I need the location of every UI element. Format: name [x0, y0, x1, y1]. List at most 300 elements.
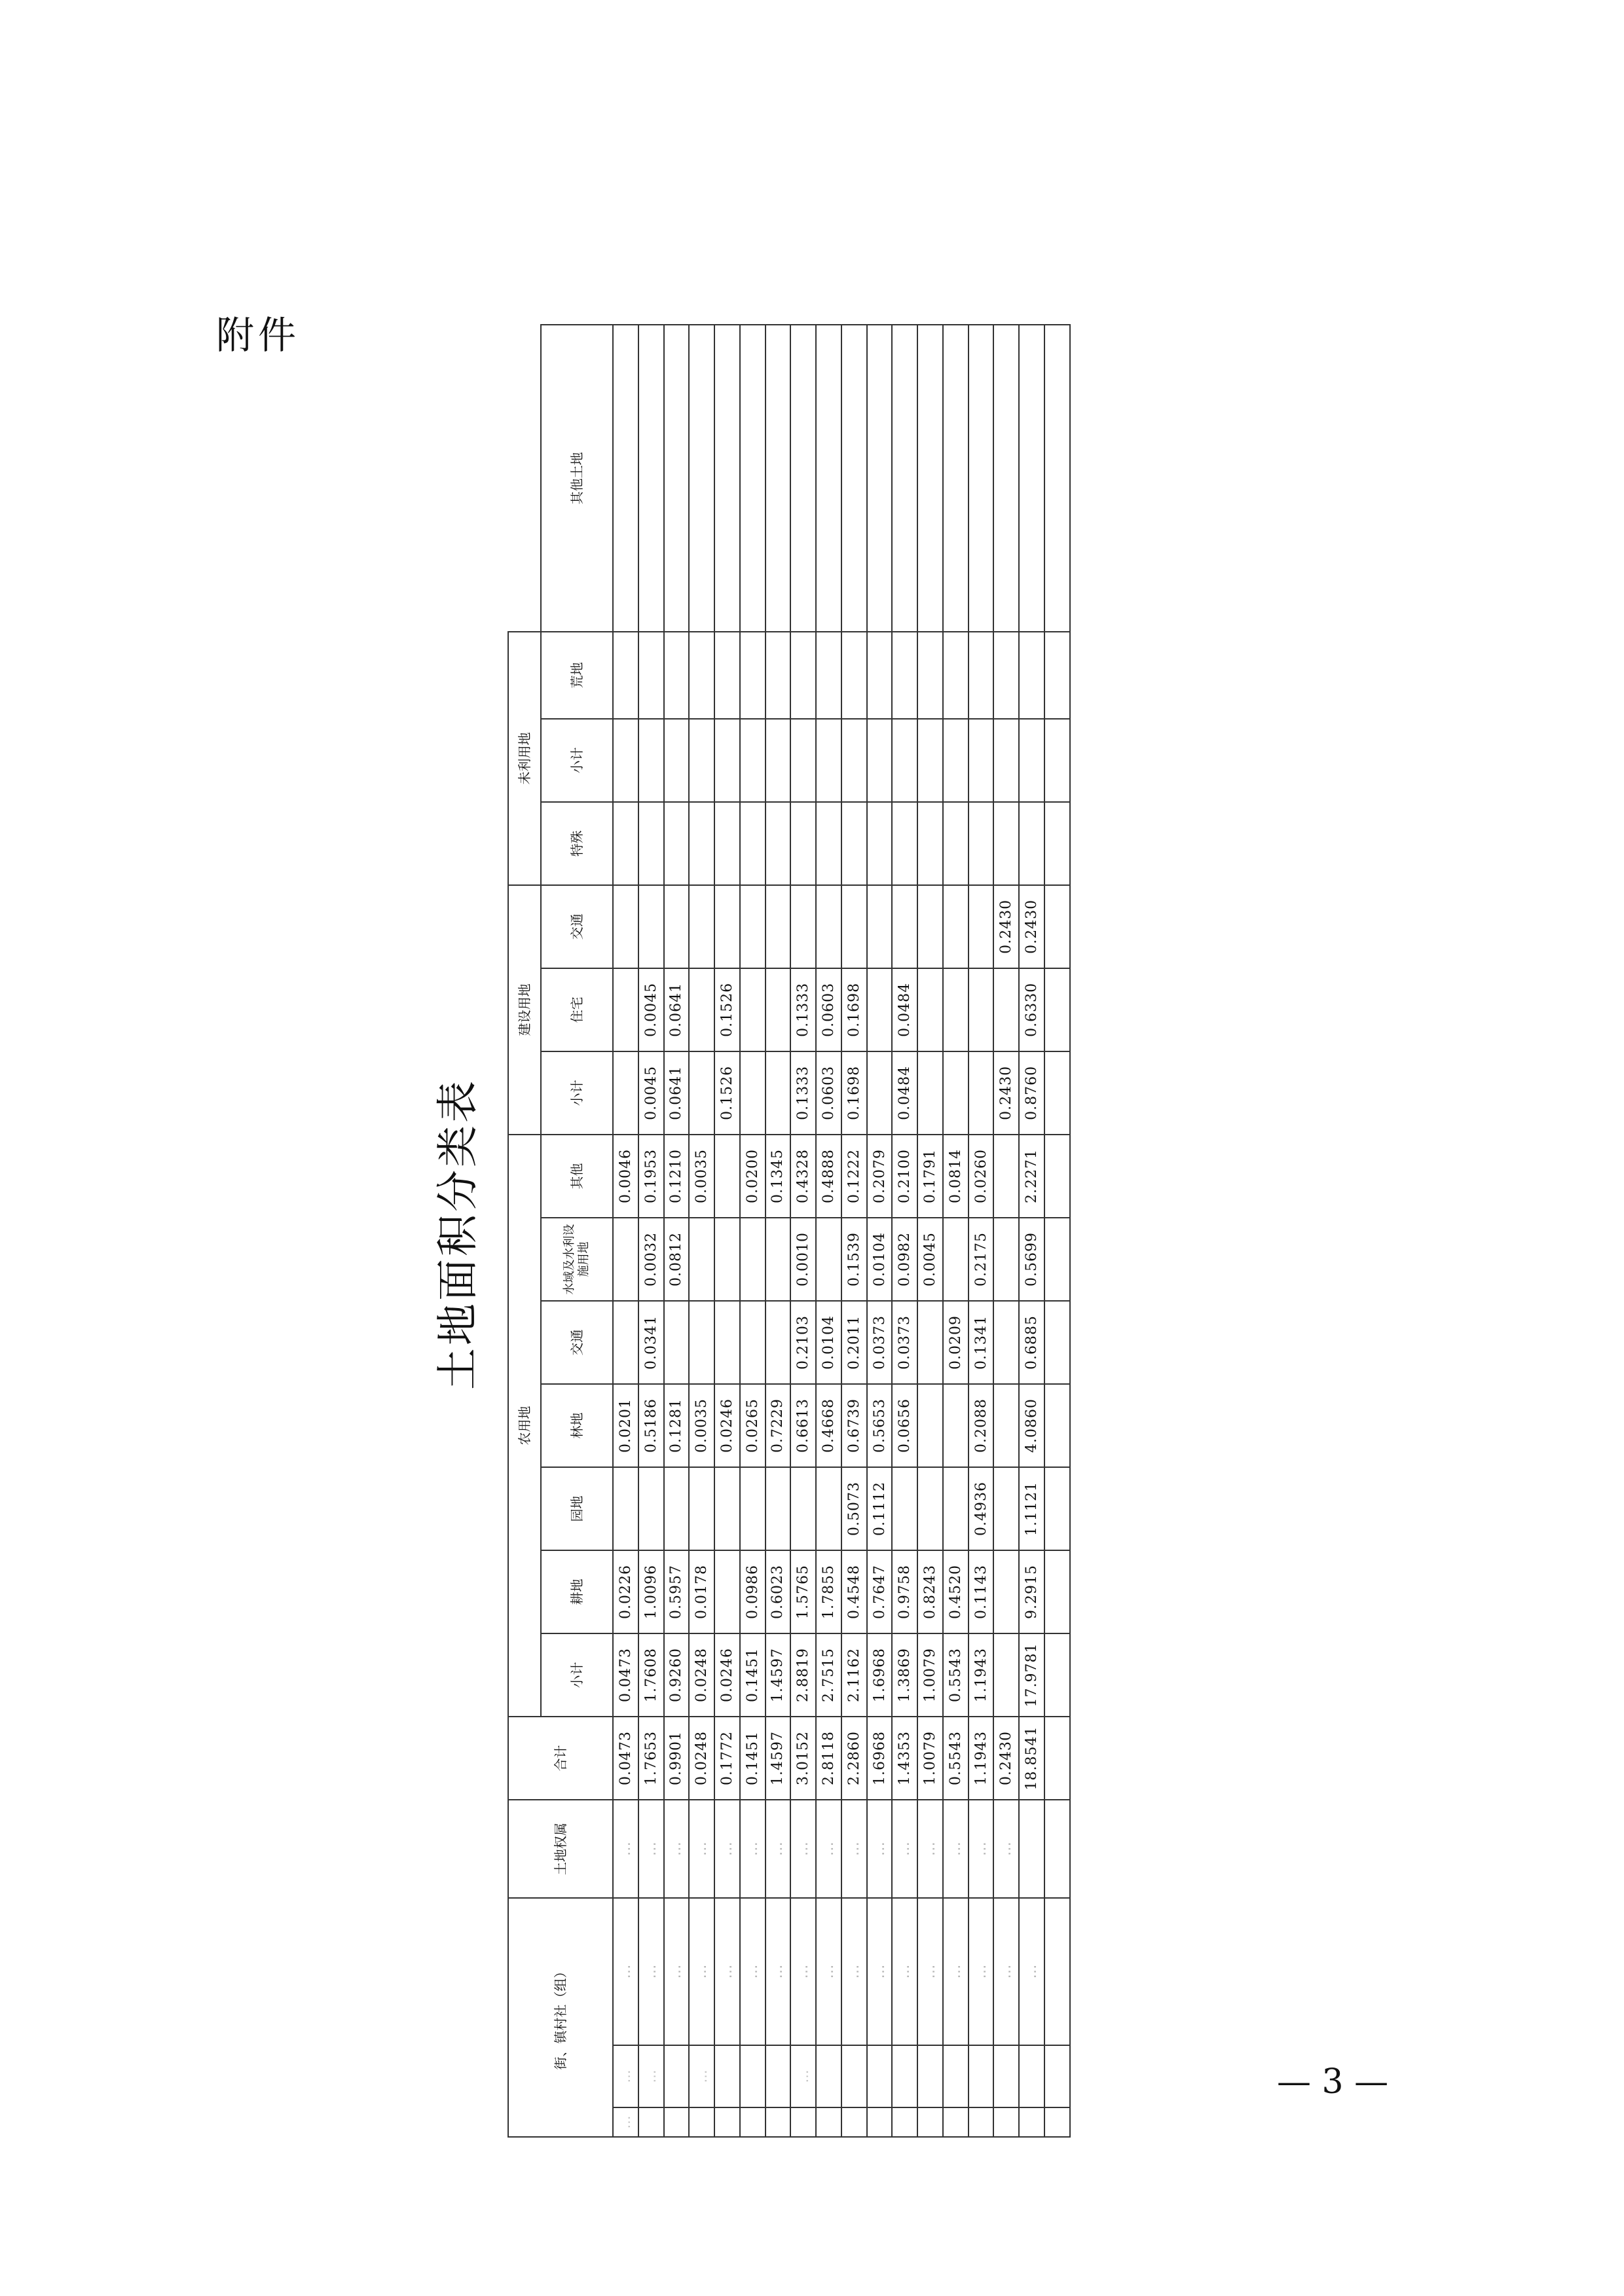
value-cell — [892, 885, 917, 968]
value-cell: 0.4548 — [841, 1550, 867, 1633]
group-cell: … — [993, 1898, 1019, 2045]
value-cell — [1044, 968, 1070, 1051]
value-cell: 0.2430 — [993, 1051, 1019, 1135]
town-cell — [892, 2107, 917, 2137]
header-ownership: 土地权属 — [508, 1800, 613, 1898]
table-row — [816, 325, 841, 2137]
value-cell: 2.8819 — [790, 1633, 816, 1717]
value-cell — [867, 968, 893, 1051]
value-cell: 1.1121 — [1019, 1467, 1044, 1550]
value-cell: 0.1143 — [969, 1550, 994, 1633]
value-cell — [664, 632, 690, 719]
town-cell — [638, 2107, 664, 2137]
rotated-table-region — [429, 324, 1077, 2144]
value-cell — [740, 802, 766, 885]
value-cell: 0.2430 — [1019, 885, 1044, 968]
header-unused: 未利用地 — [508, 632, 541, 885]
value-cell: 0.1210 — [664, 1135, 690, 1218]
value-cell: 0.0656 — [892, 1384, 917, 1467]
table-row — [638, 325, 664, 2137]
town-cell — [841, 2107, 867, 2137]
value-cell: 0.5073 — [841, 1467, 867, 1550]
value-cell — [740, 1051, 766, 1135]
table-title: 土地面积分类表 — [434, 1078, 483, 1390]
value-cell: 0.1526 — [714, 968, 740, 1051]
value-cell — [766, 1301, 791, 1384]
header-agri-garden: 园地 — [541, 1467, 613, 1550]
value-cell — [790, 632, 816, 719]
village-cell — [714, 2045, 740, 2107]
table-row — [841, 325, 867, 2137]
value-cell: 1.7653 — [638, 1717, 664, 1800]
table-row — [993, 325, 1019, 2137]
value-cell — [993, 968, 1019, 1051]
village-cell — [993, 2045, 1019, 2107]
value-cell: 0.1345 — [766, 1135, 791, 1218]
table-body — [613, 325, 1070, 2137]
table-row — [689, 325, 714, 2137]
value-cell: 0.0104 — [816, 1301, 841, 1384]
value-cell: 0.0246 — [714, 1384, 740, 1467]
village-cell: … — [689, 2045, 714, 2107]
header-agri-cultivated: 耕地 — [541, 1550, 613, 1633]
table-row — [740, 325, 766, 2137]
value-cell — [943, 1384, 969, 1467]
value-cell: 0.1333 — [790, 1051, 816, 1135]
value-cell: 0.0641 — [664, 1051, 690, 1135]
header-agri: 农用地 — [508, 1135, 541, 1717]
value-cell — [892, 1467, 917, 1550]
value-cell — [841, 719, 867, 802]
value-cell — [766, 802, 791, 885]
table-row — [867, 325, 893, 2137]
table-row — [1019, 325, 1044, 2137]
value-cell — [689, 1051, 714, 1135]
value-cell — [790, 719, 816, 802]
value-cell — [943, 719, 969, 802]
value-cell: 0.0246 — [714, 1633, 740, 1717]
value-cell: 0.2430 — [993, 1717, 1019, 1800]
value-cell — [969, 802, 994, 885]
value-cell: 0.1281 — [664, 1384, 690, 1467]
value-cell — [714, 1218, 740, 1301]
value-cell — [841, 802, 867, 885]
attachment-label: 附件 — [216, 313, 301, 357]
value-cell — [766, 719, 791, 802]
value-cell — [993, 1467, 1019, 1550]
value-cell — [816, 885, 841, 968]
value-cell — [1019, 325, 1044, 632]
value-cell: 1.7855 — [816, 1550, 841, 1633]
group-cell: … — [664, 1898, 690, 2045]
value-cell: 9.2915 — [1019, 1550, 1044, 1633]
value-cell: 0.0603 — [816, 1051, 841, 1135]
value-cell: 0.5543 — [943, 1717, 969, 1800]
value-cell — [917, 968, 943, 1051]
value-cell: 1.1943 — [969, 1633, 994, 1717]
value-cell: 0.0045 — [638, 968, 664, 1051]
value-cell: 1.4597 — [766, 1633, 791, 1717]
value-cell — [892, 632, 917, 719]
value-cell: 1.1943 — [969, 1717, 994, 1800]
town-cell — [664, 2107, 690, 2137]
group-cell: … — [1019, 1898, 1044, 2045]
value-cell — [816, 1467, 841, 1550]
value-cell: 0.0201 — [613, 1384, 638, 1467]
value-cell — [867, 885, 893, 968]
table-row — [714, 325, 740, 2137]
ownership-cell: … — [689, 1800, 714, 1898]
group-cell: … — [841, 1898, 867, 2045]
ownership-cell: … — [943, 1800, 969, 1898]
value-cell: 0.9901 — [664, 1717, 690, 1800]
town-cell — [993, 2107, 1019, 2137]
value-cell — [714, 325, 740, 632]
value-cell: 0.0045 — [917, 1218, 943, 1301]
value-cell: 3.0152 — [790, 1717, 816, 1800]
village-cell — [1044, 2045, 1070, 2107]
value-cell: 0.0641 — [664, 968, 690, 1051]
value-cell: 0.0484 — [892, 968, 917, 1051]
village-cell — [766, 2045, 791, 2107]
value-cell: 0.6885 — [1019, 1301, 1044, 1384]
value-cell — [613, 968, 638, 1051]
value-cell: 0.6613 — [790, 1384, 816, 1467]
ownership-cell: … — [714, 1800, 740, 1898]
value-cell: 0.4936 — [969, 1467, 994, 1550]
header-unused-other: 其他土地 — [541, 325, 613, 632]
value-cell — [740, 1301, 766, 1384]
table-row — [892, 325, 917, 2137]
value-cell: 0.4888 — [816, 1135, 841, 1218]
value-cell — [766, 968, 791, 1051]
value-cell — [1044, 1301, 1070, 1384]
value-cell: 0.0035 — [689, 1135, 714, 1218]
group-cell: … — [766, 1898, 791, 2045]
value-cell — [917, 885, 943, 968]
value-cell — [740, 1467, 766, 1550]
value-cell — [993, 802, 1019, 885]
value-cell — [816, 802, 841, 885]
value-cell — [689, 1301, 714, 1384]
town-cell — [816, 2107, 841, 2137]
value-cell: 1.6968 — [867, 1633, 893, 1717]
value-cell: 0.0260 — [969, 1135, 994, 1218]
value-cell: 0.2079 — [867, 1135, 893, 1218]
value-cell — [613, 1051, 638, 1135]
town-cell — [1044, 2107, 1070, 2137]
group-cell: … — [892, 1898, 917, 2045]
value-cell — [790, 802, 816, 885]
value-cell: 2.8118 — [816, 1717, 841, 1800]
value-cell — [689, 632, 714, 719]
value-cell — [816, 719, 841, 802]
value-cell — [917, 802, 943, 885]
value-cell — [867, 632, 893, 719]
value-cell — [1044, 1550, 1070, 1633]
village-cell — [1019, 2045, 1044, 2107]
village-cell — [917, 2045, 943, 2107]
value-cell — [1044, 885, 1070, 968]
value-cell: 0.0248 — [689, 1633, 714, 1717]
village-cell — [867, 2045, 893, 2107]
town-cell — [943, 2107, 969, 2137]
value-cell: 0.4520 — [943, 1550, 969, 1633]
group-cell: … — [790, 1898, 816, 2045]
value-cell — [867, 719, 893, 802]
value-cell: 0.0473 — [613, 1717, 638, 1800]
table-row — [766, 325, 791, 2137]
value-cell — [638, 719, 664, 802]
header-cons-residential: 住宅 — [541, 968, 613, 1051]
value-cell: 0.0373 — [867, 1301, 893, 1384]
value-cell — [714, 885, 740, 968]
value-cell — [816, 632, 841, 719]
value-cell — [766, 1467, 791, 1550]
value-cell — [740, 719, 766, 802]
value-cell — [816, 1218, 841, 1301]
value-cell: 0.8760 — [1019, 1051, 1044, 1135]
town-cell — [766, 2107, 791, 2137]
value-cell: 0.0032 — [638, 1218, 664, 1301]
town-cell: … — [613, 2107, 638, 2137]
value-cell — [638, 885, 664, 968]
value-cell — [613, 1218, 638, 1301]
value-cell — [714, 1135, 740, 1218]
value-cell: 0.0484 — [892, 1051, 917, 1135]
value-cell — [613, 719, 638, 802]
value-cell: 0.0603 — [816, 968, 841, 1051]
value-cell — [766, 885, 791, 968]
value-cell — [943, 802, 969, 885]
value-cell: 0.1772 — [714, 1717, 740, 1800]
village-cell — [969, 2045, 994, 2107]
value-cell — [664, 802, 690, 885]
group-cell: … — [638, 1898, 664, 2045]
value-cell — [917, 1384, 943, 1467]
value-cell: 0.0010 — [790, 1218, 816, 1301]
group-cell: … — [969, 1898, 994, 2045]
ownership-cell: … — [638, 1800, 664, 1898]
value-cell — [613, 885, 638, 968]
value-cell: 0.5186 — [638, 1384, 664, 1467]
value-cell — [943, 1467, 969, 1550]
value-cell — [969, 719, 994, 802]
value-cell — [943, 968, 969, 1051]
value-cell — [993, 1301, 1019, 1384]
group-cell: … — [917, 1898, 943, 2045]
value-cell — [892, 325, 917, 632]
value-cell: 0.1791 — [917, 1135, 943, 1218]
value-cell — [638, 632, 664, 719]
value-cell — [993, 325, 1019, 632]
ownership-cell: … — [969, 1800, 994, 1898]
value-cell: 0.0812 — [664, 1218, 690, 1301]
value-cell: 1.0096 — [638, 1550, 664, 1633]
value-cell: 0.2430 — [993, 885, 1019, 968]
value-cell — [740, 885, 766, 968]
value-cell — [714, 719, 740, 802]
value-cell: 18.8541 — [1019, 1717, 1044, 1800]
town-cell — [917, 2107, 943, 2137]
value-cell — [613, 1301, 638, 1384]
ownership-cell: … — [740, 1800, 766, 1898]
value-cell — [766, 1218, 791, 1301]
value-cell: 2.7515 — [816, 1633, 841, 1717]
header-location: 街、镇村社（组） — [508, 1898, 613, 2137]
value-cell — [892, 719, 917, 802]
value-cell — [638, 325, 664, 632]
value-cell — [969, 1051, 994, 1135]
value-cell — [993, 1135, 1019, 1218]
value-cell: 0.0341 — [638, 1301, 664, 1384]
value-cell — [664, 1301, 690, 1384]
value-cell — [867, 1051, 893, 1135]
value-cell: 0.0814 — [943, 1135, 969, 1218]
value-cell — [689, 968, 714, 1051]
value-cell — [841, 325, 867, 632]
value-cell: 0.0178 — [689, 1550, 714, 1633]
land-area-table — [507, 324, 1071, 2138]
village-cell — [943, 2045, 969, 2107]
value-cell: 0.4668 — [816, 1384, 841, 1467]
value-cell — [766, 632, 791, 719]
header-agri-forest: 林地 — [541, 1384, 613, 1467]
value-cell — [638, 802, 664, 885]
header-agri-subtotal: 小计 — [541, 1633, 613, 1717]
value-cell: 1.5765 — [790, 1550, 816, 1633]
value-cell — [816, 325, 841, 632]
village-cell — [841, 2045, 867, 2107]
value-cell: 2.2271 — [1019, 1135, 1044, 1218]
value-cell — [714, 802, 740, 885]
town-cell — [714, 2107, 740, 2137]
value-cell — [969, 968, 994, 1051]
value-cell — [993, 1550, 1019, 1633]
header-unused-subtotal: 小计 — [541, 719, 613, 802]
table-row — [1044, 325, 1070, 2137]
town-cell — [867, 2107, 893, 2137]
value-cell: 0.0200 — [740, 1135, 766, 1218]
value-cell — [943, 1051, 969, 1135]
value-cell — [613, 802, 638, 885]
value-cell: 1.0079 — [917, 1633, 943, 1717]
value-cell: 0.1112 — [867, 1467, 893, 1550]
value-cell — [943, 632, 969, 719]
value-cell: 1.3869 — [892, 1633, 917, 1717]
table-row — [613, 325, 638, 2137]
value-cell: 0.4328 — [790, 1135, 816, 1218]
value-cell — [917, 1051, 943, 1135]
value-cell: 2.1162 — [841, 1633, 867, 1717]
value-cell: 0.0209 — [943, 1301, 969, 1384]
ownership-cell: … — [841, 1800, 867, 1898]
value-cell — [613, 632, 638, 719]
ownership-cell: … — [613, 1800, 638, 1898]
value-cell: 0.1539 — [841, 1218, 867, 1301]
village-cell — [816, 2045, 841, 2107]
ownership-cell: … — [664, 1800, 690, 1898]
value-cell: 1.4353 — [892, 1717, 917, 1800]
ownership-cell: … — [917, 1800, 943, 1898]
value-cell — [1044, 719, 1070, 802]
value-cell: 0.6330 — [1019, 968, 1044, 1051]
value-cell — [892, 802, 917, 885]
value-cell — [993, 719, 1019, 802]
value-cell — [993, 632, 1019, 719]
value-cell — [1044, 1051, 1070, 1135]
header-agri-other: 其他 — [541, 1135, 613, 1218]
value-cell: 0.2175 — [969, 1218, 994, 1301]
value-cell — [1044, 325, 1070, 632]
value-cell — [714, 1550, 740, 1633]
value-cell: 0.7647 — [867, 1550, 893, 1633]
value-cell: 0.2103 — [790, 1301, 816, 1384]
value-cell: 17.9781 — [1019, 1633, 1044, 1717]
group-cell: … — [943, 1898, 969, 2045]
value-cell — [613, 1467, 638, 1550]
village-cell — [664, 2045, 690, 2107]
group-cell: … — [714, 1898, 740, 2045]
ownership-cell: … — [816, 1800, 841, 1898]
group-cell — [1044, 1898, 1070, 2045]
value-cell — [664, 885, 690, 968]
value-cell — [943, 885, 969, 968]
value-cell — [740, 325, 766, 632]
table-row — [943, 325, 969, 2137]
value-cell: 0.0104 — [867, 1218, 893, 1301]
value-cell: 0.5957 — [664, 1550, 690, 1633]
ownership-cell: … — [867, 1800, 893, 1898]
ownership-cell: … — [993, 1800, 1019, 1898]
value-cell: 0.5543 — [943, 1633, 969, 1717]
group-cell: … — [613, 1898, 638, 2045]
header-construction: 建设用地 — [508, 885, 541, 1135]
value-cell — [1044, 1633, 1070, 1717]
value-cell — [943, 325, 969, 632]
value-cell — [917, 632, 943, 719]
value-cell — [917, 325, 943, 632]
value-cell — [689, 1218, 714, 1301]
ownership-cell — [1044, 1800, 1070, 1898]
value-cell — [740, 632, 766, 719]
value-cell: 0.6023 — [766, 1550, 791, 1633]
value-cell — [740, 1218, 766, 1301]
town-cell — [790, 2107, 816, 2137]
table-row — [969, 325, 994, 2137]
header-agri-transport: 交通 — [541, 1301, 613, 1384]
value-cell — [969, 885, 994, 968]
value-cell — [917, 1301, 943, 1384]
value-cell: 1.7608 — [638, 1633, 664, 1717]
value-cell: 0.5699 — [1019, 1218, 1044, 1301]
value-cell — [993, 1218, 1019, 1301]
value-cell: 0.7229 — [766, 1384, 791, 1467]
value-cell — [638, 1467, 664, 1550]
value-cell — [613, 325, 638, 632]
value-cell — [664, 1467, 690, 1550]
group-cell: … — [867, 1898, 893, 2045]
value-cell — [790, 1467, 816, 1550]
value-cell — [689, 719, 714, 802]
header-cons-transport: 交通 — [541, 885, 613, 968]
value-cell: 0.2100 — [892, 1135, 917, 1218]
value-cell — [766, 1051, 791, 1135]
value-cell — [917, 719, 943, 802]
value-cell — [841, 885, 867, 968]
village-cell: … — [638, 2045, 664, 2107]
value-cell — [841, 632, 867, 719]
